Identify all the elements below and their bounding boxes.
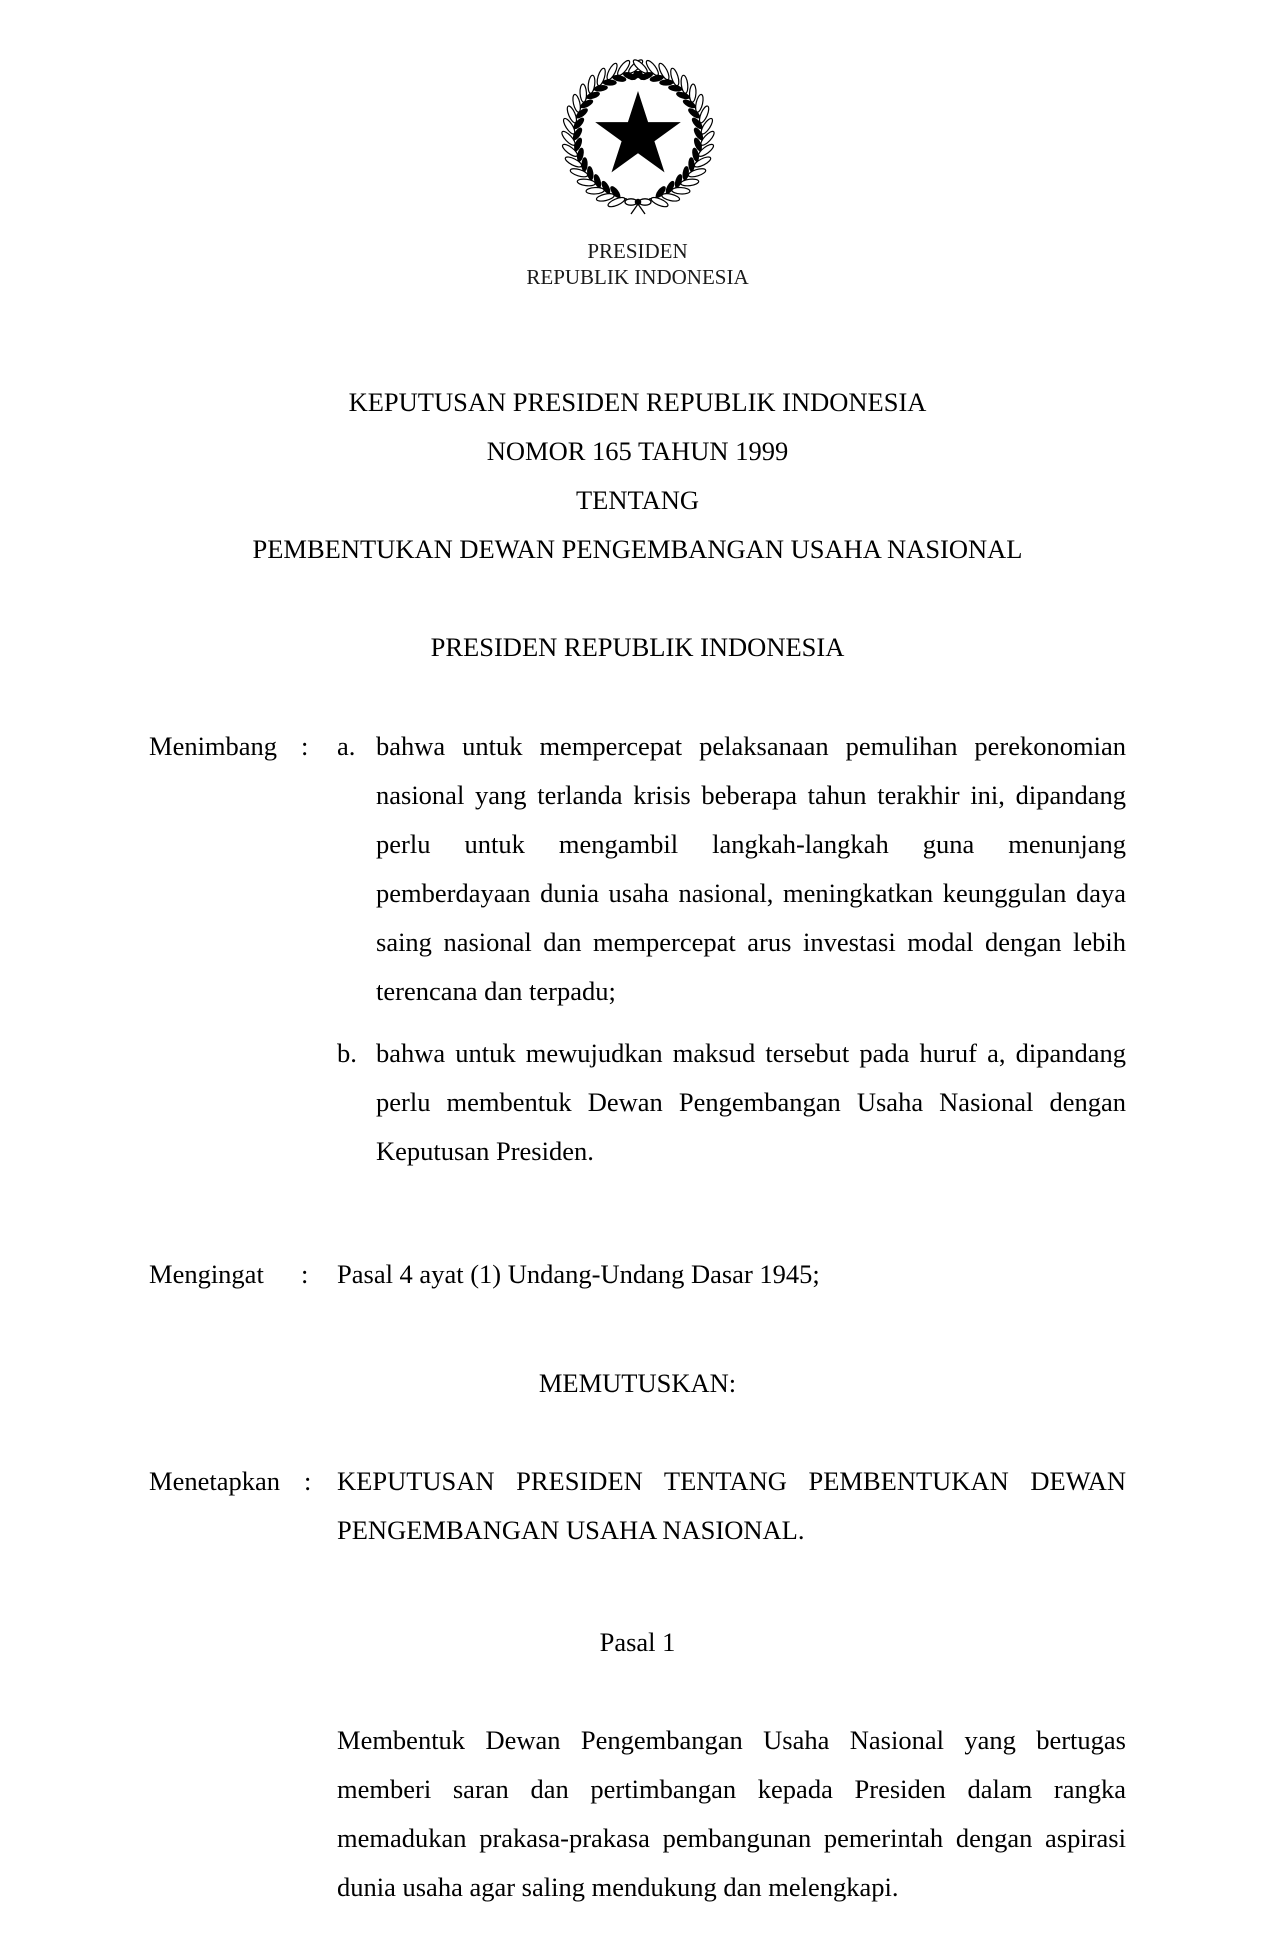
wreath-leaf <box>587 166 594 180</box>
wreath-leaf <box>594 85 608 92</box>
ribbon-bow <box>625 199 651 214</box>
wreath-leaf <box>689 84 696 102</box>
item-marker-a: a. <box>337 731 356 761</box>
wreath-leaf <box>580 84 587 102</box>
title-number: NOMOR 165 TAHUN 1999 <box>486 436 789 466</box>
document-title <box>0 378 1275 574</box>
decision-heading-text: MEMUTUSKAN: <box>538 1368 737 1398</box>
issuer-text: PRESIDEN REPUBLIK INDONESIA <box>430 632 845 662</box>
article-1-heading <box>0 1618 1275 1667</box>
letterhead-line-1: PRESIDEN <box>587 239 688 263</box>
menimbang-colon: : <box>301 731 309 761</box>
wreath-leaf <box>593 174 602 188</box>
text-line: saing nasional dan mempercepat arus investasi modal dengan lebih <box>376 927 1126 957</box>
title-line-1: KEPUTUSAN PRESIDEN REPUBLIK INDONESIA <box>348 387 927 417</box>
mengingat-text-block <box>337 1250 1126 1299</box>
wreath-leaf <box>680 178 699 187</box>
text-line: Membentuk Dewan Pengembangan Usaha Nasional yang bertugas <box>337 1725 1126 1755</box>
title-subject: PEMBENTUKAN DEWAN PENGEMBANGAN USAHA NASIONAL <box>252 534 1023 564</box>
wreath-leaf <box>586 91 600 100</box>
menimbang-item-a <box>376 722 1126 1016</box>
wreath-leaf <box>582 158 587 171</box>
menimbang-item-b <box>376 1029 1126 1176</box>
article-1-paragraph <box>337 1716 1126 1912</box>
text-line: bahwa untuk mewujudkan maksud tersebut pada huruf a, dipandang <box>376 1038 1126 1068</box>
wreath-leaf <box>674 174 683 188</box>
letterhead-line-2: REPUBLIK INDONESIA <box>526 265 749 289</box>
text-line: KEPUTUSAN PRESIDEN TENTANG PEMBENTUKAN DEWAN <box>337 1466 1126 1496</box>
wreath-leaf <box>587 75 596 94</box>
letterhead <box>0 238 1275 290</box>
menetapkan-colon: : <box>304 1466 312 1496</box>
text-line: memberi saran dan pertimbangan kepada Presiden dalam rangka <box>337 1774 1126 1804</box>
wreath-leaf <box>603 80 616 85</box>
title-line-3: TENTANG <box>576 485 699 515</box>
wreath-leaf <box>586 187 604 194</box>
mengingat-colon: : <box>301 1259 309 1289</box>
text-line: PENGEMBANGAN USAHA NASIONAL. <box>337 1515 805 1545</box>
menetapkan-text <box>337 1457 1126 1555</box>
wreath-leaf <box>660 80 673 85</box>
text-line: memadukan prakasa-prakasa pembangunan pemerintah dengan aspirasi <box>337 1823 1126 1853</box>
text-line: nasional yang terlanda krisis beberapa tahun terakhir ini, dipandang <box>376 780 1126 810</box>
wreath-leaf <box>689 158 694 171</box>
text-line: perlu untuk mengambil langkah-langkah guna menunjang <box>376 829 1126 859</box>
text-line: Keputusan Presiden. <box>376 1136 594 1166</box>
presidential-seal <box>558 56 718 220</box>
wreath-leaf <box>682 166 689 180</box>
decision-heading <box>0 1359 1275 1408</box>
star-icon <box>595 91 681 172</box>
text-line: perlu membentuk Dewan Pengembangan Usaha Nasional dengan <box>376 1087 1126 1117</box>
text-line: pemberdayaan dunia usaha nasional, meningkatkan keunggulan daya <box>376 878 1126 908</box>
wreath-leaf <box>672 187 690 194</box>
article-1-heading-text: Pasal 1 <box>599 1627 676 1657</box>
issuer-heading <box>0 623 1275 672</box>
wreath-leaf <box>577 178 596 187</box>
text-line: terencana dan terpadu; <box>376 976 616 1006</box>
menimbang-label: Menimbang <box>149 731 278 761</box>
mengingat-text: Pasal 4 ayat (1) Undang-Undang Dasar 1945; <box>337 1259 820 1289</box>
wreath-leaf <box>668 85 682 92</box>
wreath-leaf <box>680 75 689 94</box>
text-line: bahwa untuk mempercepat pelaksanaan pemulihan perekonomian <box>376 731 1126 761</box>
wreath-leaf <box>676 91 690 100</box>
mengingat-label: Mengingat <box>149 1259 264 1289</box>
text-line: dunia usaha agar saling mendukung dan melengkapi. <box>337 1872 899 1902</box>
menetapkan-label: Menetapkan <box>149 1466 280 1496</box>
item-marker-b: b. <box>337 1038 357 1068</box>
